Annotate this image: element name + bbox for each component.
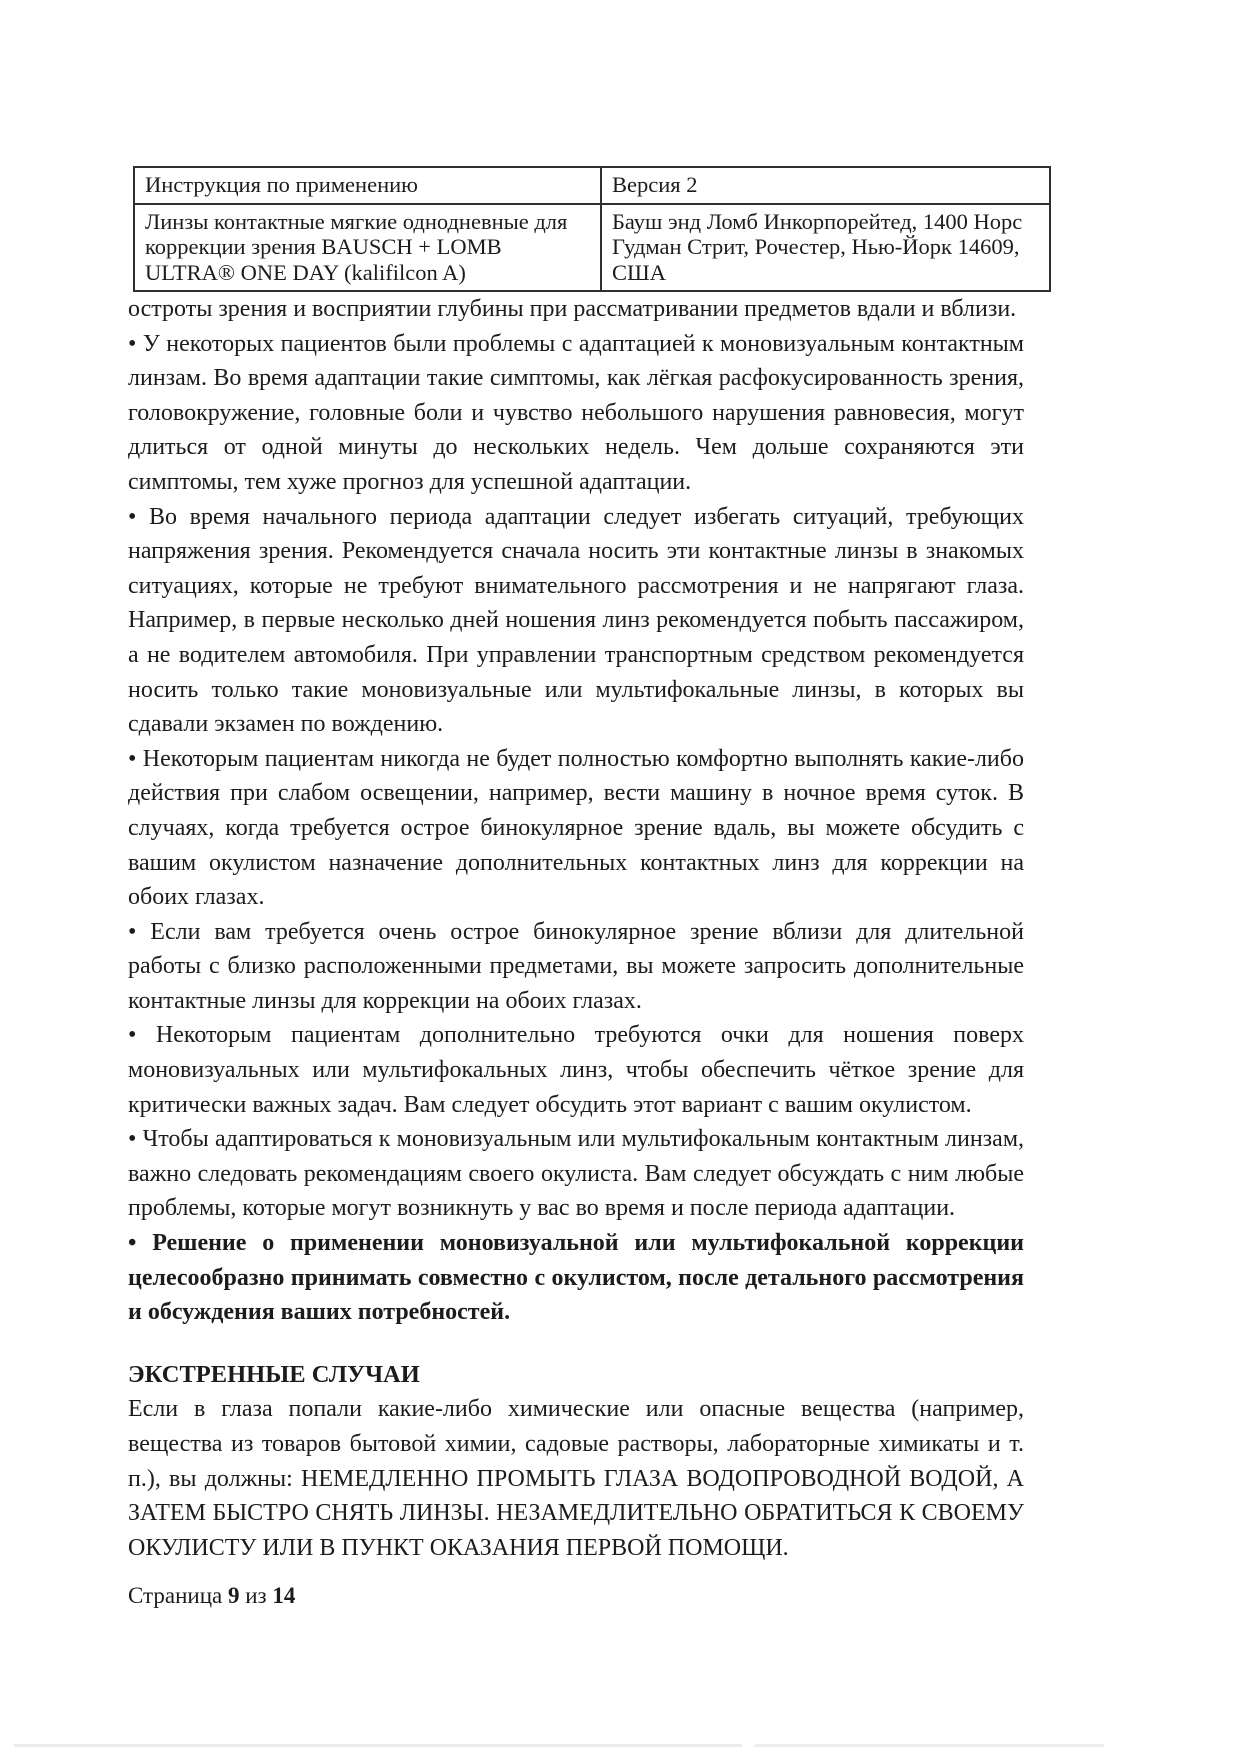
bullet-paragraph-initial-adaptation-period: • Во время начального периода адаптации следует избегать ситуаций, требующих напряжения зрения. Рекомендуется сначала носить эти контактные линзы в знакомых ситуациях, которые не требуют внимательного рассмотрения и не напрягают глаза. Например, в первые несколько дней ношения линз рекомендуется побыть пассажиром, а не водителем автомобиля. При управлении транспортным средством рекомендуется носить только такие моновизуальные или мультифокальные линзы, в которых вы сдавали экзамен по вождению. [128, 503, 1024, 738]
bullet-paragraph-near-vision: • Если вам требуется очень острое бинокулярное зрение вблизи для длительной работы с близко расположенными предметами, вы можете запросить дополнительные контактные линзы для коррекции на обоих глазах. [128, 918, 1024, 1014]
scan-artifact-line [754, 1744, 1104, 1747]
header-cell-manufacturer-address: Бауш энд Ломб Инкорпорейтед, 1400 Норс Гудман Стрит, Рочестер, Нью-Йорк 14609, США [601, 204, 1050, 292]
emergency-paragraph: Если в глаза попали какие-либо химические или опасные вещества (например, вещества из товаров бытовой химии, садовые растворы, лабораторные химикаты и т. п.), вы должны: НЕМЕДЛЕННО ПРОМЫТЬ ГЛАЗА ВОДОПРОВОДНОЙ ВОДОЙ, А ЗАТЕМ БЫСТРО СНЯТЬ ЛИНЗЫ. НЕЗАМЕДЛИТЕЛЬНО ОБРАТИТЬСЯ К СВОЕМУ ОКУЛИСТУ ИЛИ В ПУНКТ ОКАЗАНИЯ ПЕРВОЙ ПОМОЩИ. [128, 1396, 1024, 1561]
bullet-paragraph-extra-glasses: • Некоторым пациентам дополнительно требуются очки для ношения поверх моновизуальных или мультифокальных линз, чтобы обеспечить чёткое зрение для критически важных задач. Вам следует обсудить этот вариант с вашим окулистом. [128, 1022, 1024, 1118]
bullet-paragraph-decision-bold: • Решение о применении моновизуальной или мультифокальной коррекции целесообразно принимать совместно с окулистом, после детального рассмотрения и обсуждения ваших потребностей. [128, 1230, 1024, 1326]
bullet-paragraph-follow-recommendations: • Чтобы адаптироваться к моновизуальным или мультифокальным контактным линзам, важно следовать рекомендациям своего окулиста. Вам следует обсуждать с ним любые проблемы, которые могут возникнуть у вас во время и после периода адаптации. [128, 1126, 1024, 1222]
intro-continuation-line: остроты зрения и восприятии глубины при рассматривании предметов вдали и вблизи. [128, 296, 1017, 322]
header-cell-product-name: Линзы контактные мягкие однодневные для коррекции зрения BAUSCH + LOMB ULTRA® ONE DAY (kalifilcon A) [134, 204, 601, 292]
header-table-row [134, 167, 1050, 204]
body-text-block [128, 292, 1024, 1565]
bullet-paragraph-adaptation-problems: • У некоторых пациентов были проблемы с адаптацией к моновизуальным контактным линзам. Во время адаптации такие симптомы, как лёгкая расфокусированность зрения, головокружение, головные боли и чувство небольшого нарушения равновесия, могут длиться от одной минуты до нескольких недель. Чем дольше сохраняются эти симптомы, тем хуже прогноз для успешной адаптации. [128, 330, 1024, 495]
footer-page-number: 9 [227, 1583, 240, 1608]
header-table-row [134, 204, 1050, 292]
bullet-paragraph-low-light: • Некоторым пациентам никогда не будет полностью комфортно выполнять какие-либо действия при слабом освещении, например, вести машину в ночное время суток. В случаях, когда требуется острое бинокулярное зрение вдаль, вы можете обсудить с вашим окулистом назначение дополнительных контактных линз для коррекции на обоих глазах. [128, 745, 1024, 911]
scan-artifact-line [14, 1744, 742, 1747]
footer-page-label: Страница [128, 1583, 223, 1608]
section-heading-emergencies: ЭКСТРЕННЫЕ СЛУЧАИ [128, 1360, 420, 1388]
header-cell-version: Версия 2 [601, 167, 1050, 204]
header-cell-instruction-title: Инструкция по применению [134, 167, 601, 204]
page-footer [128, 1582, 295, 1610]
footer-of-label: из [245, 1583, 267, 1608]
header-table [133, 166, 1051, 292]
footer-total-pages: 14 [272, 1583, 296, 1608]
